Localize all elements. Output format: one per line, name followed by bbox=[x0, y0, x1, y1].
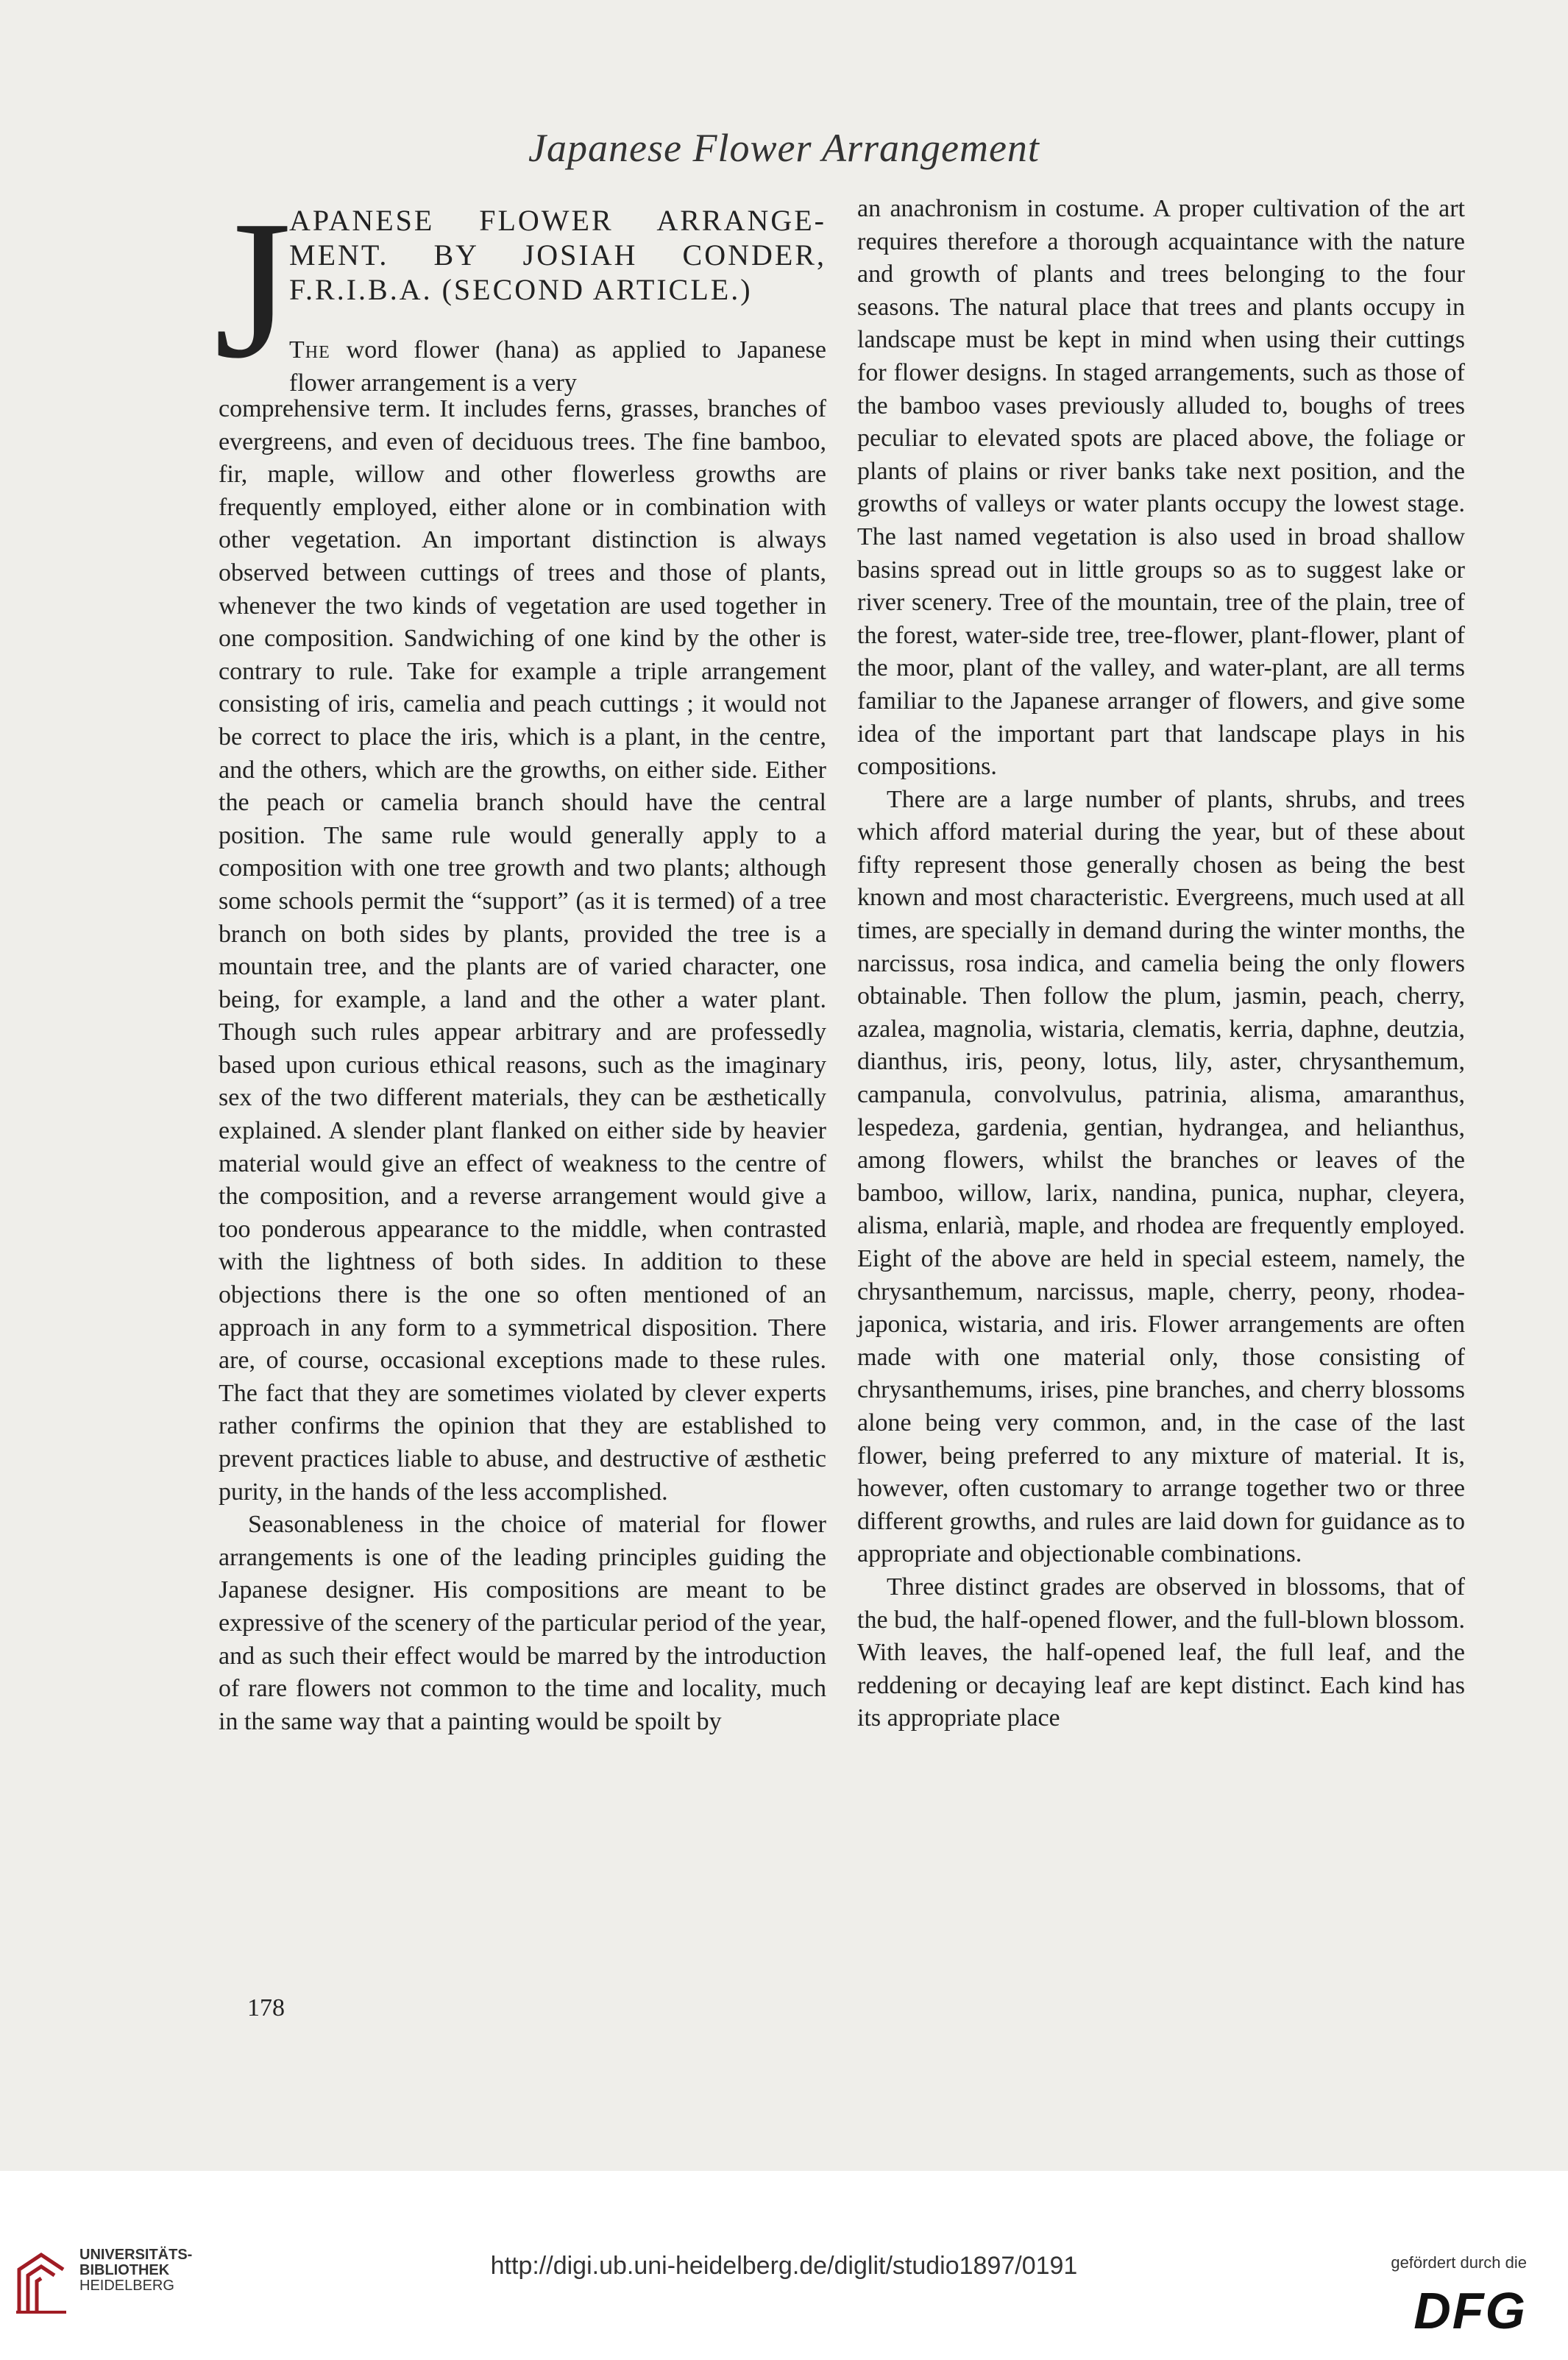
drop-cap: J bbox=[214, 180, 292, 400]
lead-text: word flower (hana) as applied to Japanese flower arrangement is a very bbox=[289, 336, 826, 397]
paragraph: Seasonableness in the choice of material for flower arrangements is one of the leading principles guiding the Japanese designer. His compositions are meant to be expressive of the scenery of the particular period of the year, and as such their effect would be marred by the introduction of rare flowers not common to the time and locality, much in the same way that a painting would be spoilt by bbox=[219, 1511, 826, 1735]
permalink-url[interactable]: http://digi.ub.uni-heidelberg.de/diglit/studio1897/0191 bbox=[490, 2252, 1078, 2280]
paragraph: an anachronism in costume. A proper cultivation of the art requires therefore a thorough acquaintance with the nature and growth of plants and trees belonging to the four seasons. The natural place that trees and plants occupy in landscape must be kept in mind when using their cuttings for flower designs. In staged arrangements, such as those of the bamboo vases previously alluded to, boughs of trees peculiar to elevated spots are placed above, the foliage or plants of plains or river banks take next position, and the growths of valleys or water plants occupy the lowest stage. The last named vegetation is also used in broad shallow basins spread out in little groups so as to suggest lake or river scenery. Tree of the mountain, tree of the plain, tree of the forest, water-side tree, tree-flower, plant-flower, plant of the moor, plant of the valley, and water-plant, are all terms familiar to the Japanese arranger of flowers, and give some idea of the important part that landscape plays in his compositions. bbox=[857, 195, 1465, 781]
right-column bbox=[857, 193, 1465, 1735]
paragraph: Three distinct grades are observed in blossoms, that of the bud, the half-opened flower, and the full-blown blossom. With leaves, the half-opened leaf, the full leaf, and the reddening or decaying leaf are kept distinct. Each kind has its appropriate place bbox=[857, 1573, 1465, 1732]
article-headline-block bbox=[214, 180, 826, 400]
funding-note: gefördert durch die bbox=[1391, 2253, 1527, 2272]
article-headline: APANESE FLOWER ARRANGE-MENT. BY JOSIAH CONDER, F.R.I.B.A. (SECOND ARTICLE.) bbox=[289, 204, 826, 306]
dfg-logo: DFG bbox=[1413, 2282, 1527, 2339]
left-column bbox=[214, 180, 826, 1738]
lead-line bbox=[289, 334, 826, 400]
page-number: 178 bbox=[247, 1994, 285, 2021]
library-name-line: HEIDELBERG bbox=[79, 2278, 174, 2294]
paragraph: comprehensive term. It includes ferns, grasses, branches of evergreens, and even of deciduous trees. The fine bamboo, fir, maple, willow and other flowerless growths are frequently employed, either alone or in combination with other vegetation. An important distinction is always observed between cuttings of trees and those of plants, whenever the two kinds of vegetation are used together in one composition. Sandwiching of one kind by the other is contrary to rule. Take for example a triple arrangement consisting of iris, camelia and peach cuttings ; it would not be correct to place the iris, which is a plant, in the centre, and the others, which are the growths, on either side. Either the peach or camelia branch should have the central position. The same rule would generally apply to a composition with one tree growth and two plants; although some schools permit the “support” (as it is termed) of a tree branch on both sides by plants, provided the tree is a mountain tree, and the plants are of varied character, one being, for example, a land and the other a water plant. Though such rules appear arbitrary and are professedly based upon curious ethical reasons, such as the imaginary sex of the two different materials, they can be æsthetically explained. A slender plant flanked on either side by heavier material would give an effect of weakness to the centre of the composition, and a reverse arrangement would give a too ponderous appearance to the middle, when contrasted with the lightness of both sides. In addition to these objections there is the one so often mentioned of an approach in any form to a symmetrical disposition. There are, of course, occasional exceptions made to these rules. The fact that they are sometimes violated by clever experts rather confirms the opinion that they are established to prevent practices liable to abuse, and destructive of æsthetic purity, in the hands of the less accomplished. bbox=[219, 395, 826, 1506]
library-name-line: BIBLIOTHEK bbox=[79, 2262, 170, 2278]
digitization-footer bbox=[0, 2171, 1568, 2360]
lead-smallcaps: The bbox=[289, 336, 330, 364]
library-name-line: UNIVERSITÄTS- bbox=[79, 2247, 193, 2263]
paragraph: There are a large number of plants, shrubs, and trees which afford material during the year, but of these about fifty represent those generally chosen as being the best known and most characteristic. Evergreens, much used at all times, are specially in demand during the winter months, the narcissus, rosa indica, and camelia being the only flowers obtainable. Then follow the plum, jasmin, peach, cherry, azalea, magnolia, wistaria, clematis, kerria, daphne, deutzia, dianthus, iris, peony, lotus, lily, aster, chrysanthemum, campanula, convolvulus, patrinia, alisma, amaranthus, lespedeza, gardenia, gentian, hydrangea, and helianthus, among flowers, whilst the branches or leaves of the bamboo, willow, larix, nandina, punica, nuphar, cleyera, alisma, enlarià, maple, and rhodea are frequently employed. Eight of the above are held in special esteem, namely, the chrysanthemum, narcissus, maple, cherry, peony, rhodea-japonica, wistaria, and iris. Flower arrangements are often made with one material only, those consisting of chrysanthemums, irises, pine branches, and cherry blossoms alone being very common, and, in the case of the last flower, being preferred to any mixture of material. It is, however, often customary to arrange together two or three different growths, and rules are laid down for guidance as to appropriate and objectionable combinations. bbox=[857, 785, 1465, 1568]
running-head: Japanese Flower Arrangement bbox=[528, 126, 1040, 170]
